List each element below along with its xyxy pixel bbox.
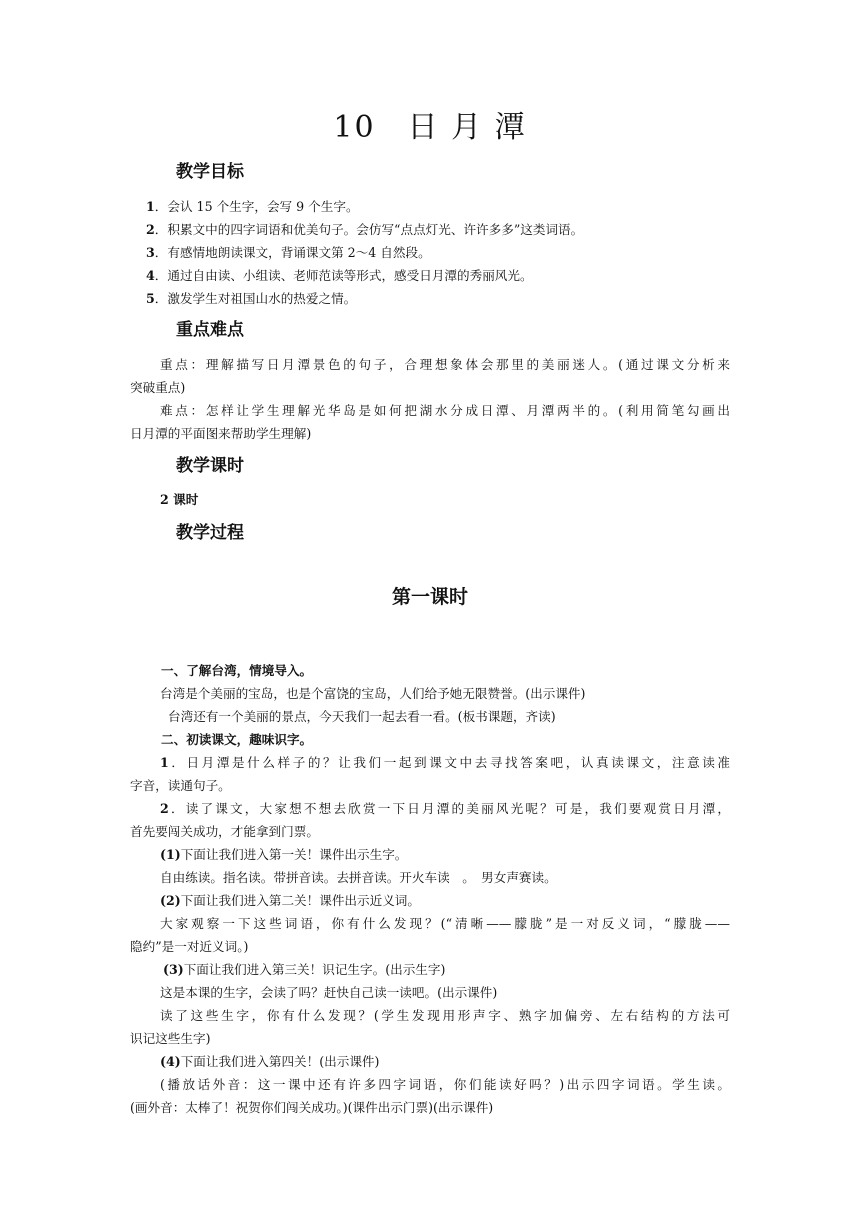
question-1 [130, 754, 730, 772]
difficulty-text-cont: 日月潭的平面图来帮助学生理解) [130, 426, 312, 441]
goal-item-5 [146, 290, 356, 308]
goal-text: ．会认 15 个生字，会写 9 个生字。 [154, 199, 359, 214]
goal-number: 3 [146, 245, 155, 260]
stage-number: (3) [163, 962, 184, 977]
section-heading-hours: 教学课时 [176, 456, 244, 476]
section-heading-process: 教学过程 [176, 523, 244, 543]
lesson-title: 10 日 月 潭 [333, 110, 527, 145]
stage-3-detail-2: 读了这些生字，你有什么发现？(学生发现用形声字、熟字加偏旁、左右结构的方法可 [160, 1008, 730, 1023]
stage-text: 下面让我们进入第二关！课件出示近义词。 [180, 893, 420, 908]
question-text: ．读了课文，大家想不想去欣赏一下日月潭的美丽风光呢？可是，我们要观赏日月潭， [168, 801, 730, 816]
key-point-text-cont: 突破重点) [130, 380, 186, 395]
stage-4-detail: (播放话外音：这一课中还有许多四字词语，你们能读好吗？)出示四字词语。学生读。 [160, 1077, 730, 1092]
question-number: 2 [160, 801, 169, 816]
stage-text: 下面让我们进入第四关！(出示课件) [180, 1054, 380, 1069]
stage-number: (2) [160, 893, 181, 908]
stage-4-detail-cont: (画外音：太棒了！祝贺你们闯关成功。)(课件出示门票)(出示课件) [130, 1100, 494, 1115]
goal-item-1 [146, 198, 359, 216]
stage-1-detail: 自由练读。指名读。带拼音读。去拼音读。开火车读 。 男女声赛读。 [160, 870, 557, 885]
stage-3-detail: 这是本课的生字，会读了吗？赶快自己读一读吧。(出示课件) [160, 985, 498, 1000]
stage-4 [160, 1053, 379, 1071]
stage-1 [160, 846, 407, 864]
goal-number: 5 [146, 291, 155, 306]
stage-number: (1) [160, 847, 181, 862]
stage-2-detail-cont: 隐约”是一对近义词。) [130, 939, 249, 954]
question-text: ．日月潭是什么样子的？让我们一起到课文中去寻找答案吧，认真读课文，注意读准 [168, 755, 730, 770]
stage-text: 下面让我们进入第三关！识记生字。(出示生字) [183, 962, 446, 977]
stage-3 [163, 961, 445, 979]
question-1-cont: 字音，读通句子。 [130, 778, 231, 793]
stage-2-detail: 大家观察一下这些词语，你有什么发现？(“清晰——朦胧”是一对反义词，“朦胧—— [160, 916, 730, 931]
goal-item-3 [146, 244, 431, 262]
goal-text: ．有感情地朗读课文，背诵课文第 2～4 自然段。 [154, 245, 431, 260]
key-point-text: 重点：理解描写日月潭景色的句子，合理想象体会那里的美丽迷人。(通过课文分析来 [160, 357, 730, 372]
stage-3-detail-2-cont: 识记这些生字) [130, 1031, 211, 1046]
question-number: 1 [160, 755, 169, 770]
goal-number: 1 [146, 199, 155, 214]
stage-text: 下面让我们进入第一关！课件出示生字。 [180, 847, 408, 862]
goal-item-4 [146, 267, 533, 285]
teaching-hours-value: 2 课时 [160, 492, 199, 507]
goal-item-2 [146, 221, 583, 239]
lesson-period-title: 第一课时 [391, 586, 468, 608]
paragraph: 台湾还有一个美丽的景点，今天我们一起去看一看。(板书课题，齐读) [168, 709, 556, 724]
goal-text: ．积累文中的四字词语和优美句子。会仿写“点点灯光、许许多多”这类词语。 [154, 222, 584, 237]
stage-number: (4) [160, 1054, 181, 1069]
goal-text: ．激发学生对祖国山水的热爱之情。 [154, 291, 357, 306]
question-2 [130, 800, 730, 818]
goal-number: 2 [146, 222, 155, 237]
difficulty-text: 难点：怎样让学生理解光华岛是如何把湖水分成日潭、月潭两半的。(利用简笔勾画出 [160, 403, 730, 418]
stage-2 [160, 892, 420, 910]
section-heading-keypoints: 重点难点 [176, 320, 244, 340]
step-heading-1: 一、了解台湾，情境导入。 [161, 663, 313, 678]
paragraph: 台湾是个美丽的宝岛，也是个富饶的宝岛，人们给予她无限赞誉。(出示课件) [160, 686, 586, 701]
goal-text: ．通过自由读、小组读、老师范读等形式，感受日月潭的秀丽风光。 [154, 268, 533, 283]
step-heading-2: 二、初读课文，趣味识字。 [161, 732, 313, 747]
question-2-cont: 首先要闯关成功，才能拿到门票。 [130, 824, 319, 839]
goal-number: 4 [146, 268, 155, 283]
section-heading-goals: 教学目标 [176, 162, 244, 182]
